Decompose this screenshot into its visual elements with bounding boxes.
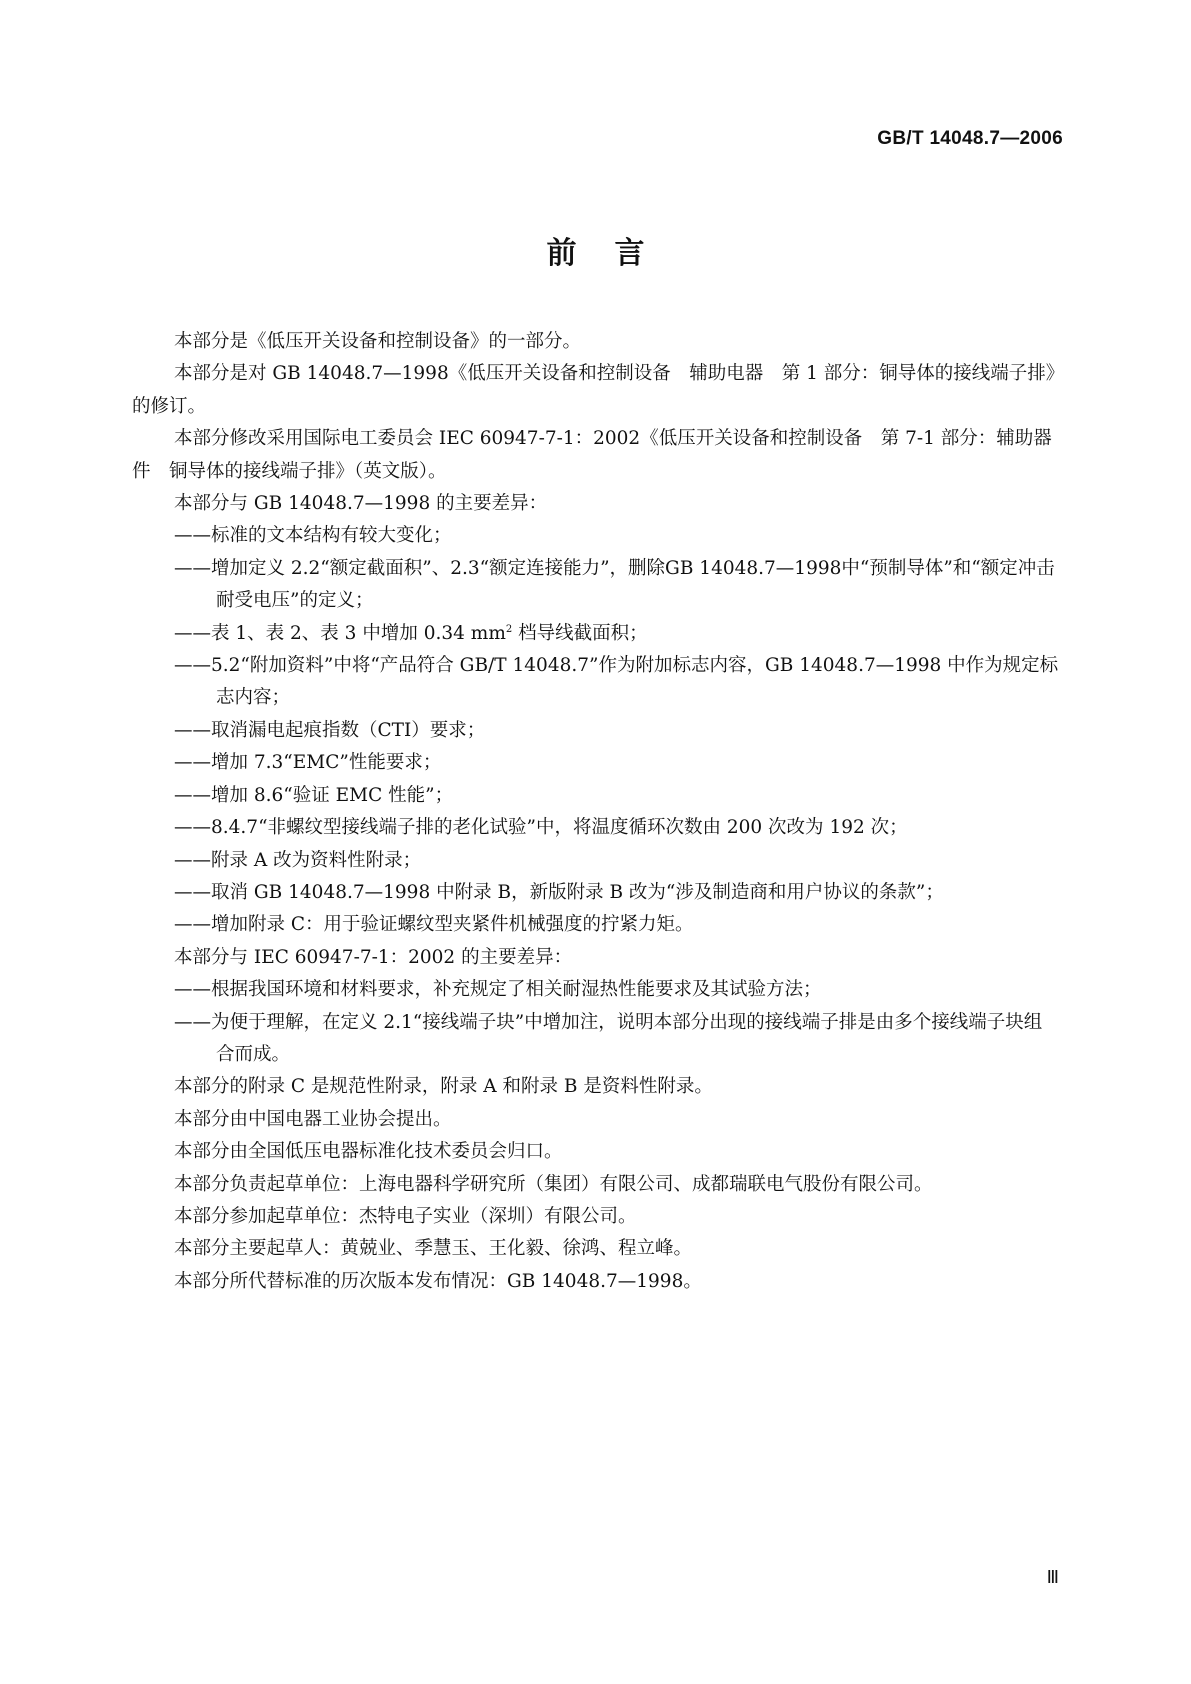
list-item: ——取消 GB 14048.7—1998 中附录 B，新版附录 B 改为“涉及制造商和用户协议的条款”； <box>174 881 944 903</box>
list-item: ——增加 7.3“EMC”性能要求； <box>174 752 442 774</box>
paragraph: 本部分由中国电器工业协会提出。 <box>174 1108 452 1130</box>
paragraph: 本部分与 IEC 60947-7-1：2002 的主要差异： <box>174 946 573 968</box>
list-item: ——标准的文本结构有较大变化； <box>174 525 452 547</box>
paragraph: 本部分由全国低压电器标准化技术委员会归口。 <box>174 1141 563 1163</box>
paragraph: 本部分负责起草单位：上海电器科学研究所（集团）有限公司、成都瑞联电气股份有限公司。 <box>174 1173 933 1195</box>
paragraph: 本部分主要起草人：黄兢业、季慧玉、王化毅、徐鸿、程立峰。 <box>174 1238 693 1260</box>
list-item: ——为便于理解，在定义 2.1“接线端子块”中增加注，说明本部分出现的接线端子排是由多个接线端子块组合而成。 <box>174 1011 1043 1065</box>
list-item: ——增加附录 C：用于验证螺纹型夹紧件机械强度的拧紧力矩。 <box>174 914 694 936</box>
list-item: ——增加 8.6“验证 EMC 性能”； <box>174 784 454 806</box>
paragraph: 本部分是《低压开关设备和控制设备》的一部分。 <box>174 331 582 352</box>
page-number: Ⅲ <box>1046 1567 1059 1587</box>
paragraph: 本部分与 GB 14048.7—1998 的主要差异： <box>174 493 548 515</box>
list-item: ——5.2“附加资料”中将“产品符合 GB/T 14048.7”作为附加标志内容，GB 14048.7—1998 中作为规定标志内容； <box>174 655 1059 709</box>
preface-body <box>132 326 1060 1298</box>
paragraph: 本部分所代替标准的历次版本发布情况：GB 14048.7—1998。 <box>174 1270 702 1292</box>
list-item: ——附录 A 改为资料性附录； <box>174 849 422 871</box>
standard-code-header: GB/T 14048.7—2006 <box>877 128 1063 149</box>
paragraph: 本部分修改采用国际电工委员会 IEC 60947-7-1：2002《低压开关设备和控制设备 第 7-1 部分：辅助器件 铜导体的接线端子排》（英文版）。 <box>132 428 1052 482</box>
superscript: 2 <box>505 623 513 635</box>
paragraph: 本部分是对 GB 14048.7—1998《低压开关设备和控制设备 辅助电器 第 1 部分：铜导体的接线端子排》的修订。 <box>132 363 1056 417</box>
list-item: ——取消漏电起痕指数（CTI）要求； <box>174 719 486 741</box>
list-item-text: ——表 1、表 2、表 3 中增加 0.34 mm <box>174 622 506 644</box>
page-title: 前言 <box>546 236 683 271</box>
list-item: ——根据我国环境和材料要求，补充规定了相关耐湿热性能要求及其试验方法； <box>174 979 822 1001</box>
list-item: ——增加定义 2.2“额定截面积”、2.3“额定连接能力”，删除GB 14048.7—1998中“预制导体”和“额定冲击耐受电压”的定义； <box>174 557 1055 612</box>
list-item-text: 档导线截面积； <box>512 622 648 644</box>
paragraph: 本部分的附录 C 是规范性附录，附录 A 和附录 B 是资料性附录。 <box>174 1076 713 1098</box>
list-item: ——8.4.7“非螺纹型接线端子排的老化试验”中，将温度循环次数由 200 次改为 192 次； <box>174 817 908 839</box>
paragraph: 本部分参加起草单位：杰特电子实业（深圳）有限公司。 <box>174 1205 637 1227</box>
list-item <box>132 618 1060 650</box>
